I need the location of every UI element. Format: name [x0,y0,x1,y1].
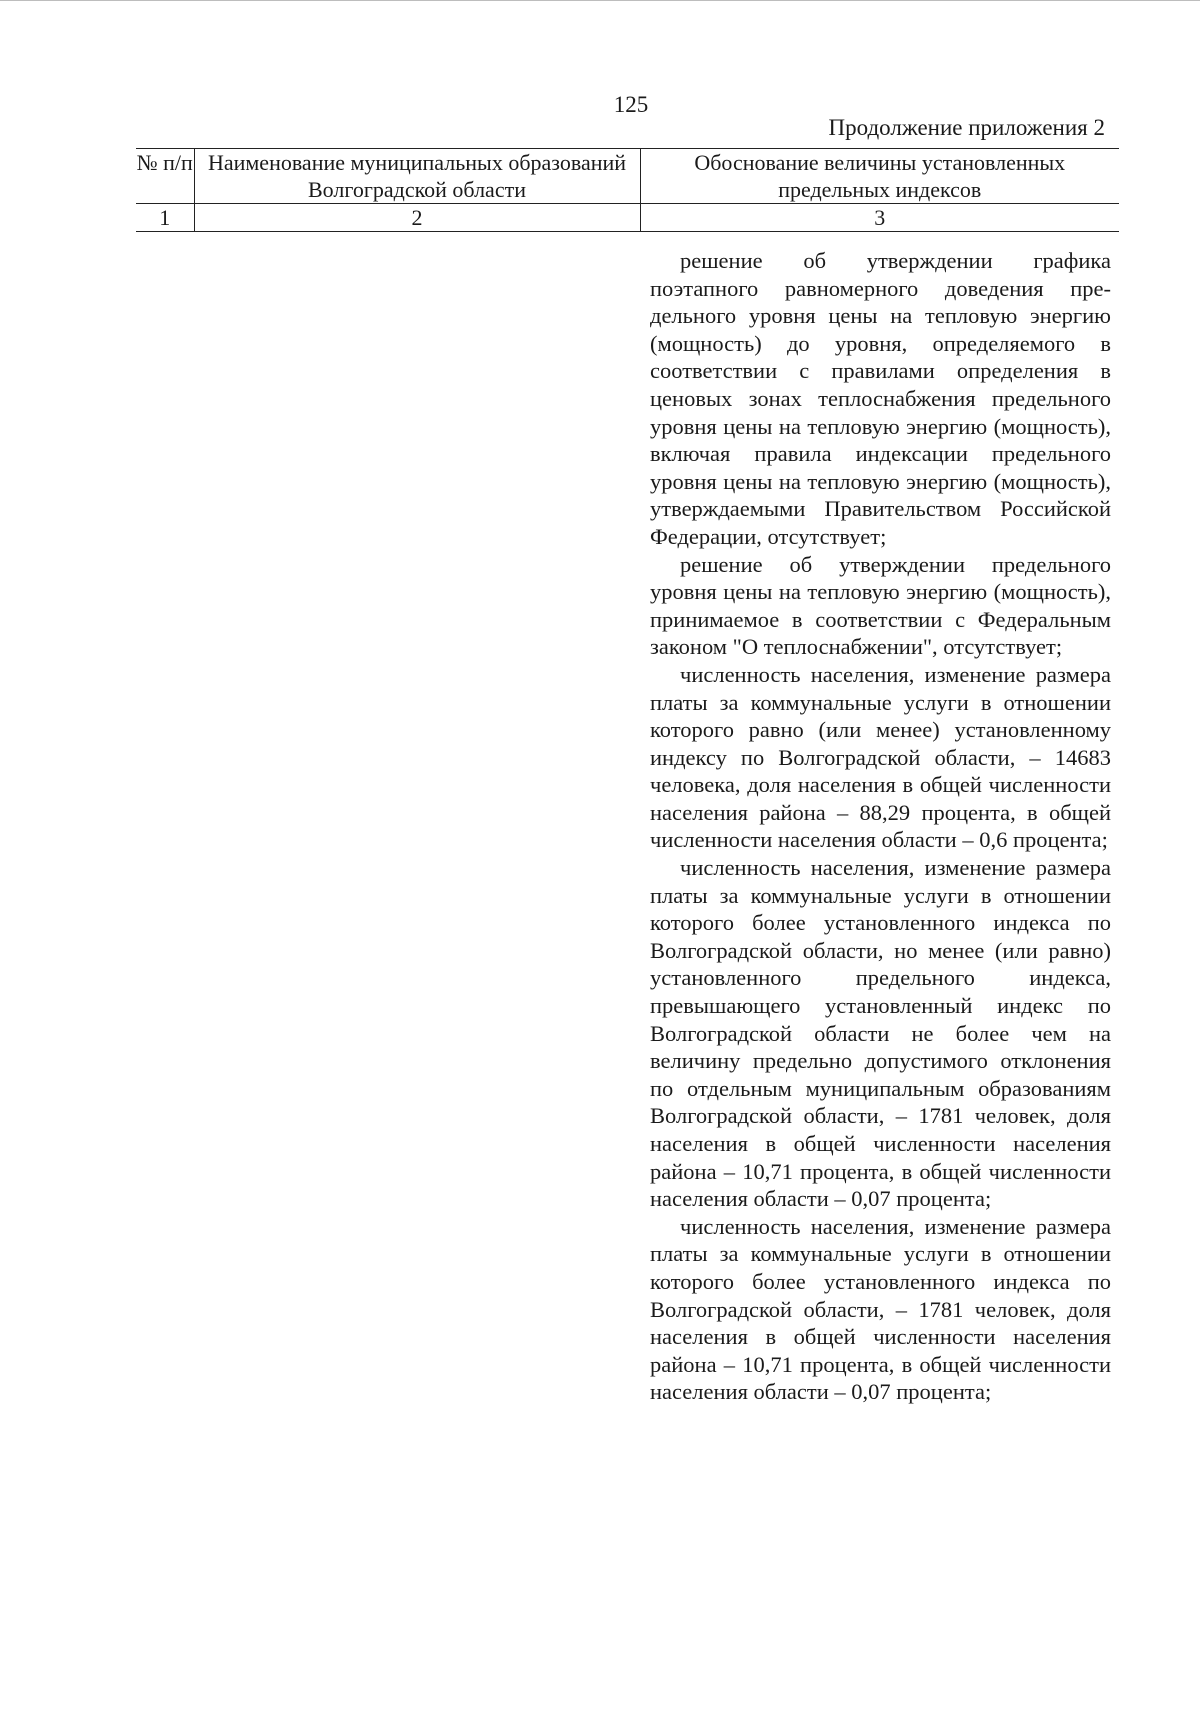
page-number: 125 [613,92,649,117]
column-number-2: 2 [194,204,640,232]
header-cell-justification: Обоснование величины установленных предельных индексов [640,149,1119,204]
paragraph-price-decision: решение об утверждении предельного уровня цены на тепловую энергию (мощность), принимаемое в соответствии с Федеральным законом "О теплоснабжении", отсутствует; [650,551,1111,660]
column-number-1: 1 [136,204,194,232]
appendix-continuation-note: Продолжение приложения 2 [828,115,1105,140]
header-cell-number: № п/п [136,149,194,204]
justification-text [650,247,1111,1406]
scan-edge-line [0,0,1200,1]
paragraph-graph-decision: решение об утверждении графика поэтапного равномерного доведения предельного уровня цены на тепловую энергию (мощность) до уровня, определяемого в соответствии с правилами определения в ценовых зонах теплоснабжения предельного уровня цены на тепловую энергию (мощность), включая правила индексации предельного уровня цены на тепловую энергию (мощность), утверждаемыми Правительством Российской Федерации, отсутствует; [650,248,1111,549]
column-number-3: 3 [640,204,1119,232]
paragraph-population-within-limit: численность населения, изменение размера платы за коммунальные услуги в отношении которого более установленного индекса по Волгоградской области, но менее (или равно) установленного предельного индекса, превышающего установленный индекс по Волгоградской области не более чем на величину предельно допустимого отклонения по отдельным муниципальным образованиям Волгоградской области, – 1781 человек, доля населения в общей численности населения района – 10,71 процента, в общей численности населения области – 0,07 процента; [650,855,1111,1212]
column-number-row [136,204,1119,232]
paragraph-population-within-index: численность населения, изменение размера платы за коммунальные услуги в отношении которого равно (или менее) установленному индексу по Волгоградской области, – 14683 человека, доля населения в общей численности населения района – 88,29 процента, в общей численности населения области – 0,6 процента; [650,661,1111,853]
paragraph-population-above-index: численность населения, изменение размера платы за коммунальные услуги в отношении которого более установленного индекса по Волгоградской области, – 1781 человек, доля населения в общей численности населения района – 10,71 процента, в общей численности населения области – 0,07 процента; [650,1213,1111,1405]
header-row [136,149,1119,204]
header-cell-municipality: Наименование муниципальных образований Волгоградской области [194,149,640,204]
table-header [136,148,1119,232]
